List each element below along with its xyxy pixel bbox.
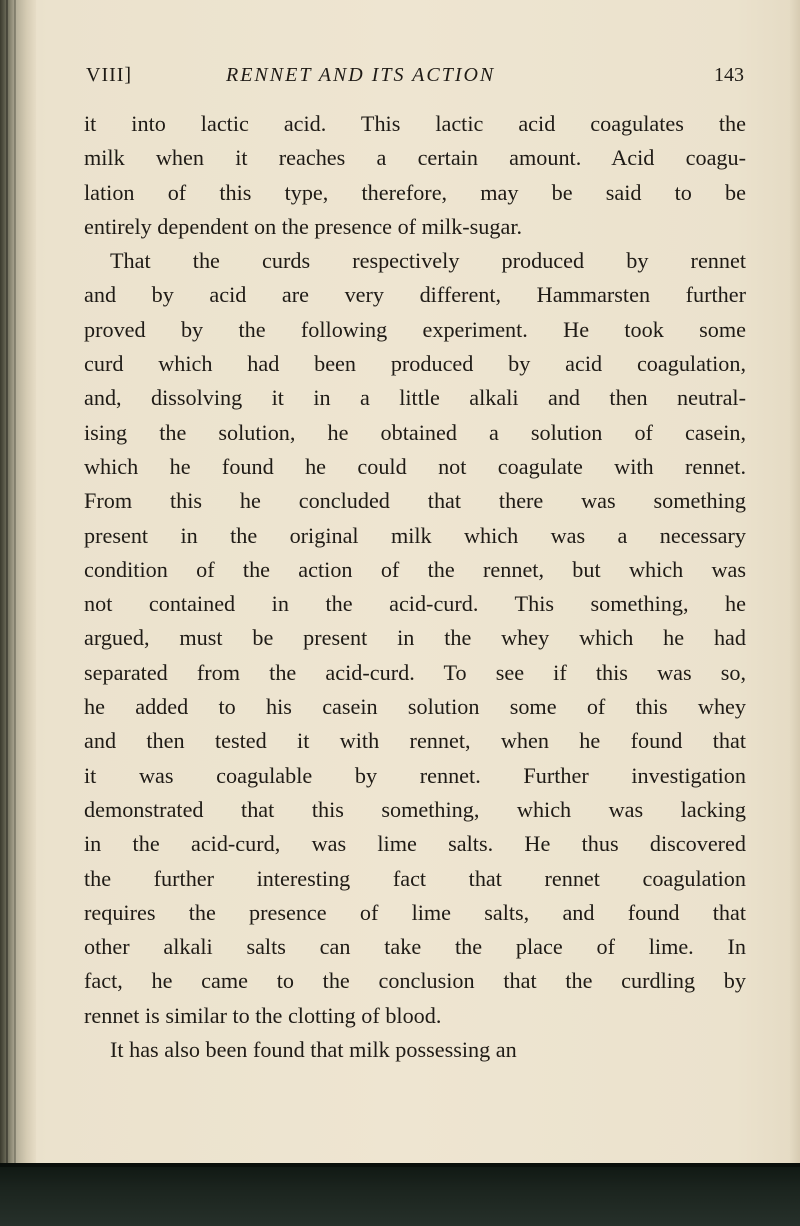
scan-bottom-edge <box>0 1163 800 1226</box>
text-line: separated from the acid-curd. To see if this was so, <box>84 659 746 685</box>
chapter-number: VIII] <box>86 64 133 86</box>
spine-shadow-line <box>6 0 8 1226</box>
text-line: in the acid-curd, was lime salts. He thus discovered <box>84 831 746 857</box>
running-header <box>86 62 744 92</box>
text-line: condition of the action of the rennet, but which was <box>84 556 746 582</box>
text-line: lation of this type, therefore, may be said to be <box>84 179 746 205</box>
text-line: and, dissolving it in a little alkali and then neutral- <box>84 385 746 411</box>
text-line: ising the solution, he obtained a solution of casein, <box>84 419 746 445</box>
text-line: proved by the following experiment. He took some <box>84 316 746 342</box>
text-line: That the curds respectively produced by rennet <box>110 248 746 274</box>
text-line: curd which had been produced by acid coagulation, <box>84 351 746 377</box>
text-line: demonstrated that this something, which was lacking <box>84 796 746 822</box>
text-line: and by acid are very different, Hammarsten further <box>84 282 746 308</box>
text-line: it into lactic acid. This lactic acid coagulates the <box>84 111 746 136</box>
spine-shadow-line <box>14 0 16 1226</box>
text-line: fact, he came to the conclusion that the curdling by <box>84 968 746 994</box>
text-line: it was coagulable by rennet. Further investigation <box>84 762 746 788</box>
text-line: present in the original milk which was a necessary <box>84 522 746 548</box>
text-line: requires the presence of lime salts, and found that <box>84 899 746 925</box>
running-title: RENNET AND ITS ACTION <box>226 64 496 86</box>
body-text <box>84 107 746 1067</box>
text-line: It has also been found that milk possessing an <box>110 1037 517 1063</box>
text-line: rennet is similar to the clotting of blood. <box>84 1002 442 1028</box>
text-line: which he found he could not coagulate with rennet. <box>84 453 746 479</box>
text-line: not contained in the acid-curd. This something, he <box>84 591 746 617</box>
page-right-edge <box>790 0 800 1226</box>
text-line: other alkali salts can take the place of lime. In <box>84 934 746 960</box>
text-line: From this he concluded that there was something <box>84 488 746 514</box>
text-line: the further interesting fact that rennet coagulation <box>84 865 746 891</box>
text-line: milk when it reaches a certain amount. Acid coagu- <box>84 145 746 171</box>
page-number: 143 <box>714 64 744 86</box>
text-line: entirely dependent on the presence of milk-sugar. <box>84 213 523 239</box>
text-line: and then tested it with rennet, when he found that <box>84 728 746 754</box>
text-line: argued, must be present in the whey which he had <box>84 625 746 651</box>
text-line: he added to his casein solution some of this whey <box>84 694 746 720</box>
